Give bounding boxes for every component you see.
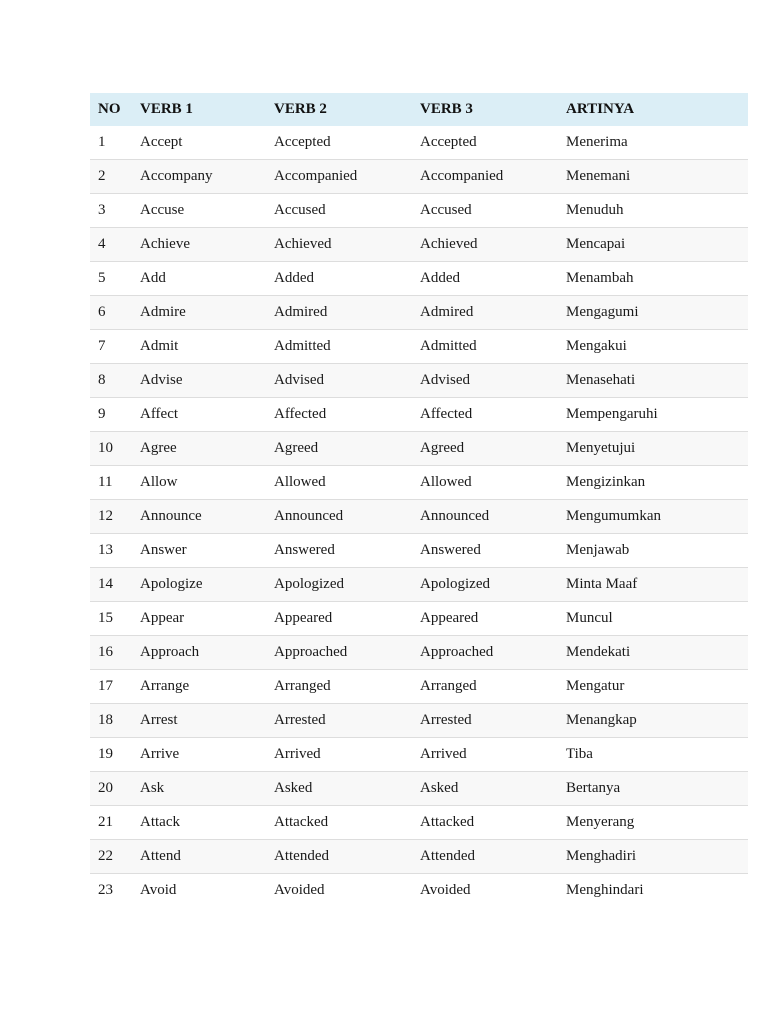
cell-verb-1: Attend — [132, 840, 266, 874]
table-row — [90, 534, 748, 568]
cell-no: 6 — [90, 296, 132, 330]
cell-verb-1: Avoid — [132, 874, 266, 908]
cell-no: 20 — [90, 772, 132, 806]
cell-no: 22 — [90, 840, 132, 874]
cell-artinya: Mempengaruhi — [558, 398, 748, 432]
cell-verb-2: Admitted — [266, 330, 412, 364]
cell-no: 21 — [90, 806, 132, 840]
cell-verb-1: Achieve — [132, 228, 266, 262]
table-row — [90, 738, 748, 772]
cell-no: 9 — [90, 398, 132, 432]
cell-no: 17 — [90, 670, 132, 704]
cell-verb-1: Accuse — [132, 194, 266, 228]
cell-verb-3: Arranged — [412, 670, 558, 704]
cell-artinya: Muncul — [558, 602, 748, 636]
table-row — [90, 432, 748, 466]
cell-verb-2: Accompanied — [266, 160, 412, 194]
cell-verb-3: Asked — [412, 772, 558, 806]
table-row — [90, 194, 748, 228]
cell-artinya: Menemani — [558, 160, 748, 194]
table-row — [90, 262, 748, 296]
cell-verb-2: Answered — [266, 534, 412, 568]
cell-verb-2: Accused — [266, 194, 412, 228]
cell-verb-3: Attacked — [412, 806, 558, 840]
table-row — [90, 126, 748, 160]
cell-verb-3: Arrived — [412, 738, 558, 772]
table-row — [90, 160, 748, 194]
cell-verb-3: Arrested — [412, 704, 558, 738]
cell-verb-2: Attacked — [266, 806, 412, 840]
table-row — [90, 636, 748, 670]
cell-verb-2: Agreed — [266, 432, 412, 466]
table-row — [90, 330, 748, 364]
header-artinya: ARTINYA — [558, 93, 748, 126]
cell-artinya: Menangkap — [558, 704, 748, 738]
cell-verb-3: Answered — [412, 534, 558, 568]
cell-artinya: Mengakui — [558, 330, 748, 364]
cell-artinya: Mengizinkan — [558, 466, 748, 500]
cell-no: 12 — [90, 500, 132, 534]
cell-verb-1: Advise — [132, 364, 266, 398]
cell-no: 4 — [90, 228, 132, 262]
cell-no: 14 — [90, 568, 132, 602]
cell-verb-3: Affected — [412, 398, 558, 432]
cell-verb-1: Attack — [132, 806, 266, 840]
cell-verb-3: Admitted — [412, 330, 558, 364]
cell-verb-2: Announced — [266, 500, 412, 534]
cell-verb-3: Advised — [412, 364, 558, 398]
cell-artinya: Menasehati — [558, 364, 748, 398]
table-row — [90, 364, 748, 398]
header-verb-1: VERB 1 — [132, 93, 266, 126]
cell-verb-2: Attended — [266, 840, 412, 874]
table-row — [90, 398, 748, 432]
cell-verb-2: Arranged — [266, 670, 412, 704]
header-row — [90, 93, 748, 126]
cell-verb-1: Allow — [132, 466, 266, 500]
cell-verb-3: Added — [412, 262, 558, 296]
cell-verb-3: Accompanied — [412, 160, 558, 194]
cell-artinya: Menyerang — [558, 806, 748, 840]
cell-verb-1: Answer — [132, 534, 266, 568]
cell-no: 15 — [90, 602, 132, 636]
cell-artinya: Menerima — [566, 134, 628, 150]
cell-artinya: Mengumumkan — [558, 500, 748, 534]
cell-no: 11 — [90, 466, 132, 500]
table-row — [90, 568, 748, 602]
cell-verb-3: Accepted — [420, 134, 477, 150]
cell-verb-1: Announce — [132, 500, 266, 534]
cell-no: 18 — [90, 704, 132, 738]
table-row — [90, 228, 748, 262]
cell-verb-3: Approached — [412, 636, 558, 670]
cell-artinya: Tiba — [558, 738, 748, 772]
cell-artinya: Mengagumi — [558, 296, 748, 330]
cell-verb-2: Allowed — [266, 466, 412, 500]
cell-verb-1: Appear — [132, 602, 266, 636]
cell-no: 8 — [90, 364, 132, 398]
table-row — [90, 602, 748, 636]
cell-verb-3: Admired — [412, 296, 558, 330]
table-row — [90, 874, 748, 908]
cell-verb-1: Arrest — [132, 704, 266, 738]
cell-verb-2: Arrived — [266, 738, 412, 772]
cell-artinya: Menghindari — [558, 874, 748, 908]
cell-verb-2: Admired — [266, 296, 412, 330]
cell-no: 16 — [90, 636, 132, 670]
table-row — [90, 704, 748, 738]
cell-no: 13 — [90, 534, 132, 568]
cell-verb-3: Allowed — [412, 466, 558, 500]
cell-artinya: Menjawab — [558, 534, 748, 568]
cell-artinya: Mendekati — [558, 636, 748, 670]
cell-artinya: Mengatur — [558, 670, 748, 704]
cell-verb-1: Accompany — [132, 160, 266, 194]
cell-artinya: Menghadiri — [558, 840, 748, 874]
cell-verb-2: Appeared — [266, 602, 412, 636]
cell-artinya: Menyetujui — [558, 432, 748, 466]
verb-table — [90, 93, 748, 907]
table-row — [90, 806, 748, 840]
table-row — [90, 296, 748, 330]
cell-verb-3: Avoided — [412, 874, 558, 908]
table-row — [90, 772, 748, 806]
cell-verb-3: Agreed — [412, 432, 558, 466]
cell-verb-2: Accepted — [274, 134, 331, 150]
cell-verb-3: Appeared — [412, 602, 558, 636]
header-verb-3: VERB 3 — [412, 93, 558, 126]
header-no: NO — [90, 93, 132, 126]
cell-verb-2: Affected — [266, 398, 412, 432]
cell-verb-1: Agree — [132, 432, 266, 466]
cell-verb-3: Announced — [412, 500, 558, 534]
cell-verb-1: Affect — [132, 398, 266, 432]
table-row — [90, 500, 748, 534]
cell-verb-2: Added — [266, 262, 412, 296]
cell-verb-2: Avoided — [266, 874, 412, 908]
cell-verb-2: Approached — [266, 636, 412, 670]
cell-verb-1: Admit — [132, 330, 266, 364]
cell-verb-1: Admire — [132, 296, 266, 330]
cell-no: 23 — [90, 874, 132, 908]
cell-verb-1: Accept — [140, 134, 183, 150]
table-row — [90, 840, 748, 874]
cell-no: 7 — [90, 330, 132, 364]
table-row — [90, 466, 748, 500]
cell-verb-2: Apologized — [266, 568, 412, 602]
cell-verb-1: Apologize — [132, 568, 266, 602]
cell-verb-2: Advised — [266, 364, 412, 398]
table-body — [90, 126, 748, 907]
cell-artinya: Menambah — [558, 262, 748, 296]
cell-artinya: Mencapai — [558, 228, 748, 262]
cell-no: 5 — [90, 262, 132, 296]
table-header — [90, 93, 748, 126]
cell-verb-3: Attended — [412, 840, 558, 874]
cell-verb-3: Achieved — [412, 228, 558, 262]
cell-verb-3: Apologized — [412, 568, 558, 602]
cell-verb-1: Ask — [132, 772, 266, 806]
cell-no: 1 — [98, 134, 106, 150]
cell-verb-1: Approach — [132, 636, 266, 670]
cell-verb-1: Arrive — [132, 738, 266, 772]
cell-verb-2: Asked — [266, 772, 412, 806]
table-row — [90, 670, 748, 704]
cell-verb-1: Add — [132, 262, 266, 296]
cell-verb-2: Achieved — [266, 228, 412, 262]
cell-artinya: Bertanya — [558, 772, 748, 806]
cell-no: 2 — [90, 160, 132, 194]
cell-verb-2: Arrested — [266, 704, 412, 738]
cell-no: 10 — [90, 432, 132, 466]
cell-no: 19 — [90, 738, 132, 772]
cell-artinya: Minta Maaf — [558, 568, 748, 602]
cell-artinya: Menuduh — [558, 194, 748, 228]
cell-verb-1: Arrange — [132, 670, 266, 704]
cell-no: 3 — [90, 194, 132, 228]
header-verb-2: VERB 2 — [266, 93, 412, 126]
cell-verb-3: Accused — [412, 194, 558, 228]
